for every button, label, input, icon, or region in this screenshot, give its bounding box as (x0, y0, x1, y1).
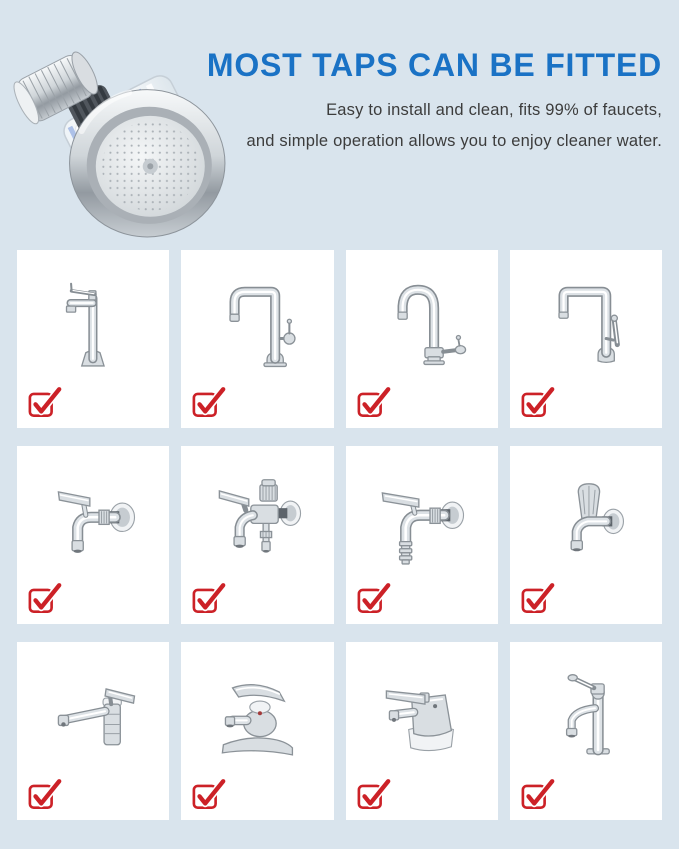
compact-basin-faucet-icon (361, 652, 483, 777)
wall-bib-tap-knob-icon (525, 456, 647, 581)
card-slim-basin-faucet (510, 642, 662, 820)
headline-block (207, 46, 662, 157)
faucet-filter-head-photo (4, 22, 234, 242)
angular-gooseneck-kitchen-faucet-icon (525, 260, 647, 385)
round-gooseneck-kitchen-faucet-icon (361, 260, 483, 385)
card-long-swivel-spout-faucet (17, 642, 169, 820)
red-checkbox-tick-icon (28, 386, 62, 418)
card-square-gooseneck-kitchen-faucet (181, 250, 333, 428)
long-swivel-spout-faucet-icon (32, 652, 154, 777)
card-wall-bib-tap-lever (17, 446, 169, 624)
slim-basin-faucet-icon (525, 652, 647, 777)
square-gooseneck-kitchen-faucet-icon (196, 260, 318, 385)
red-checkbox-tick-icon (521, 778, 555, 810)
card-round-gooseneck-kitchen-faucet (346, 250, 498, 428)
red-checkbox-tick-icon (28, 582, 62, 614)
card-tall-vessel-basin-faucet (17, 250, 169, 428)
red-checkbox-tick-icon (357, 582, 391, 614)
card-wall-double-outlet-tap (181, 446, 333, 624)
red-checkbox-tick-icon (192, 778, 226, 810)
tall-vessel-basin-faucet-icon (32, 260, 154, 385)
card-wall-bib-tap-hose-outlet (346, 446, 498, 624)
subtitle-line-1: Easy to install and clean, fits 99% of faucets, (326, 101, 662, 119)
red-checkbox-tick-icon (521, 386, 555, 418)
red-checkbox-tick-icon (521, 582, 555, 614)
wall-double-outlet-tap-icon (196, 456, 318, 581)
red-checkbox-tick-icon (357, 386, 391, 418)
card-basin-mixer-faucet (181, 642, 333, 820)
red-checkbox-tick-icon (192, 582, 226, 614)
spray-face (70, 90, 225, 237)
red-checkbox-tick-icon (192, 386, 226, 418)
red-checkbox-tick-icon (28, 778, 62, 810)
card-angular-gooseneck-kitchen-faucet (510, 250, 662, 428)
basin-mixer-faucet-icon (196, 652, 318, 777)
card-compact-basin-faucet (346, 642, 498, 820)
wall-bib-tap-lever-icon (32, 456, 154, 581)
tap-compatibility-grid (17, 250, 662, 820)
red-checkbox-tick-icon (357, 778, 391, 810)
card-wall-bib-tap-knob (510, 446, 662, 624)
page-title: MOST TAPS CAN BE FITTED (206, 47, 662, 83)
subtitle-line-2: and simple operation allows you to enjoy cleaner water. (246, 132, 662, 150)
wall-bib-tap-hose-outlet-icon (361, 456, 483, 581)
